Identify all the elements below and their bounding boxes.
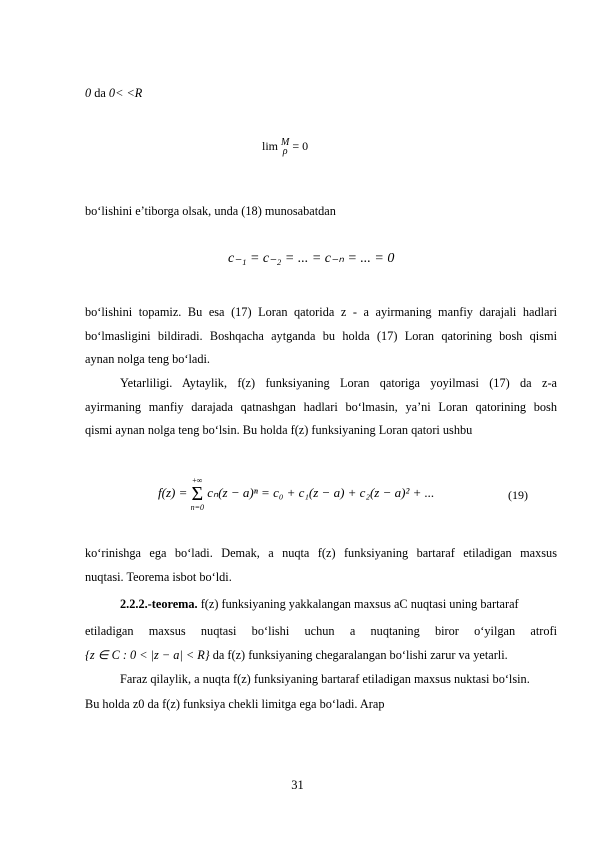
page-number: 31: [291, 778, 304, 792]
series-body: cₙ(z − a)ⁿ = c₀ + c₁(z − a) + c₂(z − a)² + ...: [207, 484, 435, 500]
theorem-label: 2.2.2.-teorema.: [120, 597, 198, 611]
limit-denominator: ρ: [282, 146, 288, 157]
text-ineq-left: 0<: [108, 86, 124, 100]
paragraph-6: Bu holda z0 da f(z) funksiya chekli limitga ega bo‘ladi. Arap: [85, 697, 385, 711]
intro-line: [85, 86, 557, 101]
paragraph-2-line-1: bo‘lishini topamiz. Bu esa (17) Loran qatorida z - a ayirmaning manfiy darajali hadlari: [85, 305, 557, 319]
limit-equals-zero: = 0: [292, 138, 309, 153]
equation-number-19: (19): [508, 488, 528, 502]
paragraph-5: Faraz qilaylik, a nuqta f(z) funksiyaning bartaraf etiladigan maxsus nuktasi bo‘lsin.: [120, 672, 530, 686]
sum-sign: Σ: [191, 483, 204, 505]
theorem-line-3: [85, 648, 557, 663]
text-ineq-right: <R: [123, 86, 143, 100]
limit-formula: [262, 138, 308, 156]
paragraph-1: bo‘lishini e’tiborga olsak, unda (18) munosabatdan: [85, 204, 336, 218]
theorem-text-1: f(z) funksiyaning yakkalangan maxsus aC nuqtasi uning bartaraf: [197, 597, 519, 611]
paragraph-2-line-2: bo‘lmasligini bildiradi. Boshqacha aytganda bu holda (17) Loran qatorining bosh qismi: [85, 329, 557, 343]
paragraph-4-line-2: nuqtasi. Teorema isbot bo‘ldi.: [85, 570, 232, 584]
text-zero: 0: [85, 86, 92, 100]
series-lhs: f(z) =: [158, 484, 188, 500]
paragraph-3-line-3: qismi aynan nolga teng bo‘lsin. Bu holda f(z) funksiyaning Loran qatori ushbu: [85, 423, 473, 437]
sum-lower-limit: n=0: [190, 503, 205, 512]
coefficient-formula: c₋₁ = c₋₂ = ... = c₋ₙ = ... = 0: [228, 251, 395, 266]
text-da: da: [91, 86, 109, 100]
paragraph-3-line-1: Yetarliligi. Aytaylik, f(z) funksiyaning Loran qatoriga yoyilmasi (17) da z-a: [120, 376, 557, 390]
theorem-text-3: da f(z) funksiyaning chegaralangan bo‘lishi zarur va yetarli.: [209, 648, 508, 662]
theorem-line-2: etiladigan maxsus nuqtasi bo‘lishi uchun a nuqtaning biror o‘yilgan atrofi: [85, 624, 557, 638]
paragraph-2-line-3: aynan nolga teng bo‘ladi.: [85, 352, 210, 366]
sum-upper-limit: +∞: [192, 476, 203, 485]
limit-numerator: M: [281, 137, 290, 148]
theorem-line-1: [120, 597, 557, 612]
lim-symbol: lim: [262, 138, 279, 153]
punctured-neighborhood-set: {z ∈ C : 0 < |z − a| < R}: [85, 648, 210, 662]
laurent-series-formula: [158, 476, 434, 512]
paragraph-3-line-2: ayirmaning manfiy darajada qatnashgan hadlari bo‘lmasin, ya’ni Loran qatorining bosh: [85, 400, 557, 414]
paragraph-4-line-1: ko‘rinishga ega bo‘ladi. Demak, a nuqta f(z) funksiyaning bartaraf etiladigan maxsus: [85, 546, 557, 560]
